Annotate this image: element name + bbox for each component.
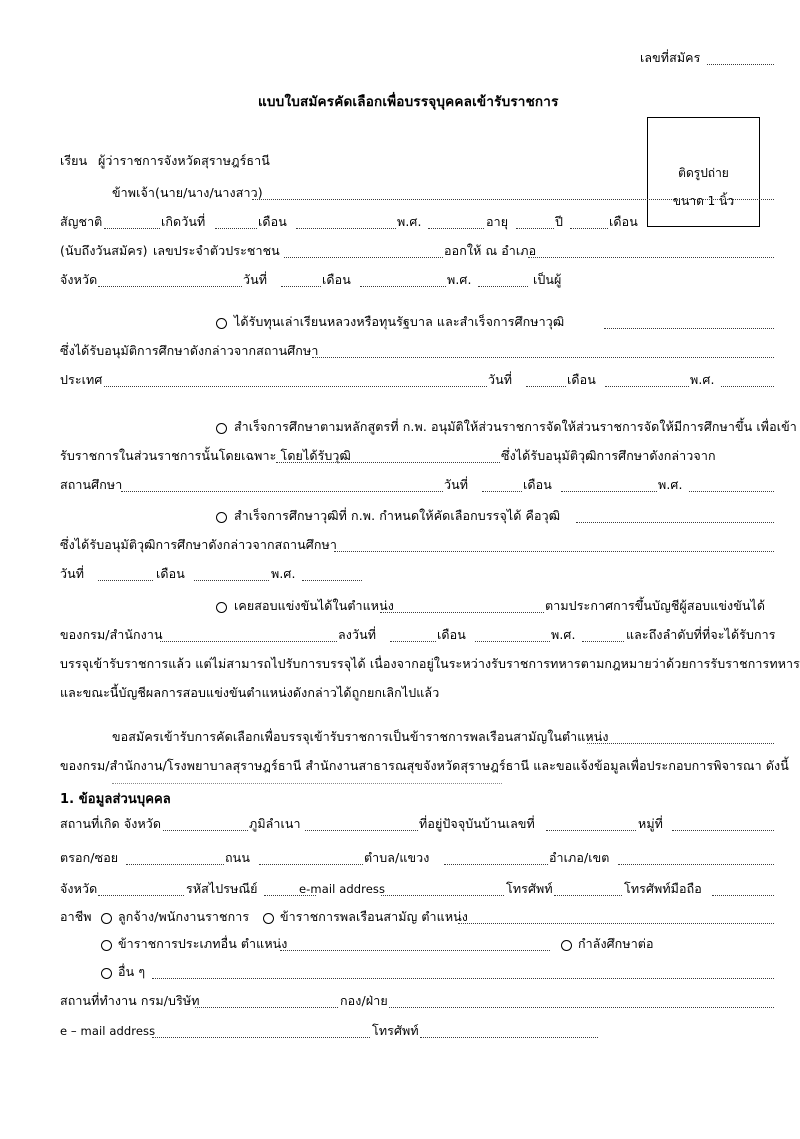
application-number-label: เลขที่สมัคร — [640, 50, 701, 65]
issue-month-dots[interactable] — [360, 286, 446, 287]
option-exam-line4: และขณะนี้บัญชีผลการสอบแข่งขันตำแหน่งดังกล่าวได้ถูกยกเลิกไปแล้ว — [60, 685, 440, 700]
email-label: e-mail address — [299, 882, 386, 896]
work-email-label: e – mail address — [60, 1024, 156, 1038]
national-id-label: เลขประจำตัวประชาชน — [153, 243, 280, 258]
application-number-dots[interactable] — [707, 64, 774, 65]
option-designated-text: สำเร็จการศึกษาวุฒิที่ ก.พ. กำหนดให้คัดเลือกบรรจุได้ คือวุฒิ — [234, 508, 561, 523]
option-curriculum-month-dots[interactable] — [561, 491, 657, 492]
issued-at-dots[interactable] — [528, 257, 774, 258]
occupation-studying-label: กำลังศึกษาต่อ — [578, 936, 654, 951]
workplace-label: สถานที่ทำงาน กรม/บริษัท — [60, 993, 200, 1008]
option-exam-year-dots[interactable] — [582, 641, 624, 642]
age-months-label: เดือน — [609, 214, 638, 229]
issue-month-label: เดือน — [322, 272, 351, 287]
option-designated-line2: ซึ่งได้รับอนุมัติวุฒิการศึกษาดังกล่าวจากสถานศึกษา — [60, 537, 337, 552]
salutation-prefix: เรียน — [60, 153, 88, 168]
subdistrict-dots[interactable] — [444, 864, 548, 865]
division-dots[interactable] — [389, 1007, 774, 1008]
mobile-dots[interactable] — [712, 895, 774, 896]
district-dots[interactable] — [618, 864, 774, 865]
occupation-other-civil-servant-label: ข้าราชการประเภทอื่น ตำแหน่ง — [118, 936, 288, 951]
salutation-addressee: ผู้ว่าราชการจังหวัดสุราษฎร์ธานี — [98, 153, 270, 168]
option-exam-dept-label: ของกรม/สำนักงาน — [60, 627, 163, 642]
option-exam-year-label: พ.ศ. — [551, 627, 576, 642]
issue-year-dots[interactable] — [478, 286, 528, 287]
application-position-dots[interactable] — [587, 743, 774, 744]
option-scholarship-text: ได้รับทุนเล่าเรียนหลวงหรือทุนรัฐบาล และสำเร็จการศึกษาวุฒิ — [234, 314, 565, 329]
soi-label: ตรอก/ซอย — [60, 850, 119, 865]
postcode-label: รหัสไปรษณีย์ — [186, 881, 258, 896]
radio-occupation-civil-servant[interactable] — [263, 913, 274, 924]
option-scholarship-year-label: พ.ศ. — [690, 372, 715, 387]
birth-date-label: เกิดวันที่ — [161, 214, 206, 229]
moo-dots[interactable] — [672, 830, 774, 831]
application-paragraph-line1: ขอสมัครเข้ารับการคัดเลือกเพื่อบรรจุเข้ารับราชการเป็นข้าราชการพลเรือนสามัญในตำแหน่ง — [112, 729, 609, 744]
photo-box-line1: ติดรูปถ่าย — [678, 166, 729, 180]
soi-dots[interactable] — [126, 864, 224, 865]
option-scholarship-degree-dots[interactable] — [604, 328, 774, 329]
option-designated-year-label: พ.ศ. — [271, 566, 296, 581]
moo-label: หมู่ที่ — [638, 816, 664, 831]
occupation-other-label: อื่น ๆ — [118, 964, 146, 979]
option-curriculum-year-label: พ.ศ. — [658, 477, 683, 492]
road-label: ถนน — [225, 850, 250, 865]
option-curriculum-date-dots[interactable] — [482, 491, 522, 492]
occupation-employee-label: ลูกจ้าง/พนักงานราชการ — [118, 909, 250, 924]
option-exam-month-dots[interactable] — [475, 641, 550, 642]
paragraph-separator — [112, 783, 502, 784]
address-province-label: จังหวัด — [60, 881, 98, 896]
self-label: ข้าพเจ้า(นาย/นาง/นางสาว) — [112, 185, 263, 200]
nationality-dots[interactable] — [104, 228, 160, 229]
option-curriculum-school-dots[interactable] — [121, 491, 443, 492]
option-scholarship-year-dots[interactable] — [721, 386, 774, 387]
mobile-label: โทรศัพท์มือถือ — [624, 881, 702, 896]
option-curriculum-month-label: เดือน — [523, 477, 552, 492]
occupation-other-dots[interactable] — [152, 978, 774, 979]
application-paragraph-line2: ของกรม/สำนักงาน/โรงพยาบาลสุราษฎร์ธานี สำนักงานสาธารณสุขจังหวัดสุราษฎร์ธานี และขอแจ้งข้อมูลเพื่อประกอบการพิจารณา ดังนี้ — [60, 758, 789, 773]
page-title: แบบใบสมัครคัดเลือกเพื่อบรรจุบุคคลเข้ารับราชการ — [258, 94, 559, 110]
work-phone-dots[interactable] — [420, 1037, 598, 1038]
option-curriculum-year-dots[interactable] — [689, 491, 774, 492]
current-address-dots[interactable] — [546, 830, 636, 831]
option-designated-month-label: เดือน — [156, 566, 185, 581]
option-exam-text-suffix: ตามประกาศการขึ้นบัญชีผู้สอบแข่งขันได้ — [545, 598, 766, 613]
age-years-label: ปี — [555, 214, 564, 229]
nationality-label: สัญชาติ — [60, 214, 103, 229]
option-curriculum-degree-dots[interactable] — [276, 462, 500, 463]
radio-occupation-employee[interactable] — [101, 913, 112, 924]
address-province-dots[interactable] — [98, 895, 184, 896]
occupation-civil-servant-label: ข้าราชการพลเรือนสามัญ ตำแหน่ง — [280, 909, 469, 924]
birthplace-label: สถานที่เกิด จังหวัด — [60, 816, 162, 831]
age-label: อายุ — [486, 214, 509, 229]
birth-month-dots[interactable] — [296, 228, 396, 229]
phone-label: โทรศัพท์ — [506, 881, 553, 896]
radio-occupation-studying[interactable] — [561, 940, 572, 951]
issued-at-label: ออกให้ ณ อำเภอ — [444, 243, 537, 258]
option-designated-line2-dots[interactable] — [334, 551, 774, 552]
option-curriculum-school-label: สถานศึกษา — [60, 477, 123, 492]
road-dots[interactable] — [259, 864, 363, 865]
birth-year-label: พ.ศ. — [397, 214, 422, 229]
option-designated-degree-dots[interactable] — [576, 522, 774, 523]
work-email-dots[interactable] — [152, 1037, 370, 1038]
email-dots[interactable] — [381, 895, 504, 896]
occupation-civil-servant-dots[interactable] — [458, 923, 774, 924]
occupation-other-civil-servant-dots[interactable] — [280, 950, 550, 951]
radio-occupation-other-civil-servant[interactable] — [101, 940, 112, 951]
option-exam-month-label: เดือน — [437, 627, 466, 642]
option-scholarship-month-label: เดือน — [567, 372, 596, 387]
being-label: เป็นผู้ — [533, 272, 562, 287]
option-curriculum-date-label: วันที่ — [444, 477, 469, 492]
option-curriculum-line2-prefix: รับราชการในส่วนราชการนั้นโดยเฉพาะ โดยได้รับวุฒิ — [60, 448, 351, 463]
option-designated-date-dots[interactable] — [98, 580, 153, 581]
issue-year-label: พ.ศ. — [447, 272, 472, 287]
section1-heading: 1. ข้อมูลส่วนบุคคล — [60, 792, 171, 807]
option-exam-text: เคยสอบแข่งขันได้ในตำแหน่ง — [234, 598, 394, 613]
photo-box-line2: ขนาด 1 นิ้ว — [672, 194, 735, 208]
current-address-label: ที่อยู่ปัจจุบันบ้านเลขที่ — [419, 816, 535, 831]
option-designated-month-dots[interactable] — [194, 580, 269, 581]
phone-dots[interactable] — [554, 895, 622, 896]
self-name-dots[interactable] — [252, 199, 774, 200]
radio-ocsc-approved-curriculum[interactable] — [216, 423, 227, 434]
radio-previous-exam-passed[interactable] — [216, 602, 227, 613]
age-dots[interactable] — [516, 228, 554, 229]
counting-note: (นับถึงวันสมัคร) — [60, 243, 148, 258]
option-scholarship-line2-dots[interactable] — [312, 357, 774, 358]
radio-occupation-other[interactable] — [101, 968, 112, 979]
id-province-dots[interactable] — [98, 286, 242, 287]
option-exam-line2-suffix: และถึงลำดับที่ที่จะได้รับการ — [626, 627, 776, 642]
option-scholarship-country-dots[interactable] — [104, 386, 487, 387]
national-id-dots[interactable] — [284, 257, 443, 258]
birthplace-dots[interactable] — [163, 830, 248, 831]
option-scholarship-date-dots[interactable] — [526, 386, 566, 387]
age-years-dots[interactable] — [570, 228, 608, 229]
workplace-dots[interactable] — [195, 1007, 338, 1008]
issue-date-label: วันที่ — [243, 272, 268, 287]
division-label: กอง/ฝ่าย — [340, 993, 388, 1008]
option-designated-year-dots[interactable] — [302, 580, 362, 581]
occupation-label: อาชีพ — [60, 909, 92, 924]
id-province-label: จังหวัด — [60, 272, 98, 287]
option-exam-date-dots[interactable] — [390, 641, 436, 642]
option-scholarship-line2: ซึ่งได้รับอนุมัติการศึกษาดังกล่าวจากสถานศึกษา — [60, 343, 319, 358]
domicile-dots[interactable] — [305, 830, 418, 831]
option-exam-dept-dots[interactable] — [160, 641, 337, 642]
domicile-label: ภูมิลำเนา — [249, 816, 301, 831]
subdistrict-label: ตำบล/แขวง — [364, 850, 430, 865]
birth-date-dots[interactable] — [215, 228, 257, 229]
option-curriculum-text: สำเร็จการศึกษาตามหลักสูตรที่ ก.พ. อนุมัติให้ส่วนราชการจัดให้ส่วนราชการจัดให้มีการศึกษาขึ้น เพื่อเข้า — [234, 419, 797, 434]
option-exam-position-dots[interactable] — [380, 612, 544, 613]
district-label: อำเภอ/เขต — [549, 850, 610, 865]
work-phone-label: โทรศัพท์ — [372, 1023, 419, 1038]
option-scholarship-date-label: วันที่ — [488, 372, 513, 387]
option-designated-date-label: วันที่ — [60, 566, 85, 581]
photo-box[interactable] — [647, 117, 760, 227]
option-scholarship-country-label: ประเทศ — [60, 372, 103, 387]
option-exam-line3: บรรจุเข้ารับราชการแล้ว แต่ไม่สามารถไปรับการบรรจุได้ เนื่องจากอยู่ในระหว่างรับราชการทหารตามกฎหมายว่าด้วยการรับราชการทหาร — [60, 656, 800, 671]
birth-year-dots[interactable] — [428, 228, 484, 229]
option-scholarship-month-dots[interactable] — [605, 386, 689, 387]
option-exam-date-label: ลงวันที่ — [338, 627, 377, 642]
option-curriculum-line2-suffix: ซึ่งได้รับอนุมัติวุฒิการศึกษาดังกล่าวจาก — [501, 448, 716, 463]
birth-month-label: เดือน — [258, 214, 287, 229]
radio-ocsc-designated-degree[interactable] — [216, 512, 227, 523]
issue-date-dots[interactable] — [281, 286, 321, 287]
radio-scholarship[interactable] — [216, 318, 227, 329]
